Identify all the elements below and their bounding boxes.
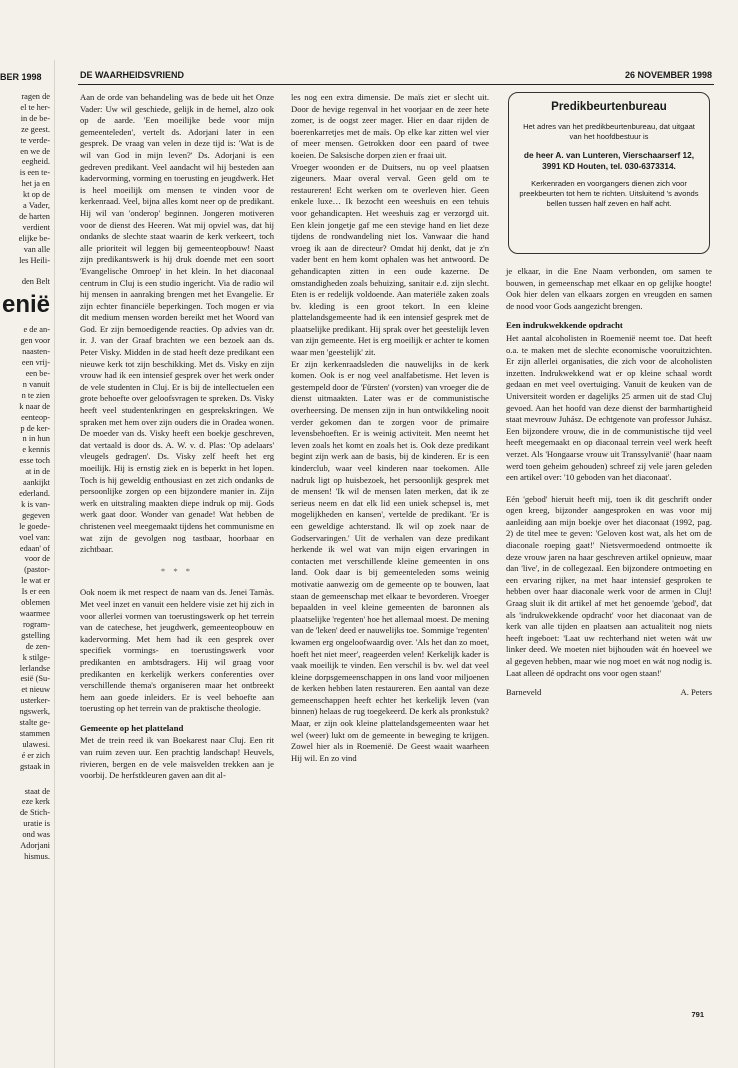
previous-page-line: e de an- — [23, 325, 50, 335]
previous-page-line: is een te- — [19, 168, 50, 178]
section-heading: Gemeente op het platteland — [80, 722, 184, 733]
previous-page-line: a Vader, — [23, 201, 50, 211]
previous-page-line: een vrij- — [21, 358, 50, 368]
previous-page-line: gen voor — [20, 336, 50, 346]
previous-page-line: voel van: — [19, 532, 50, 542]
previous-page-line: stalte ge- — [19, 718, 50, 728]
previous-page-line: aankijkt — [23, 478, 50, 488]
previous-page-line: k stilge- — [22, 652, 50, 662]
previous-page-line: te verde- — [20, 135, 50, 145]
previous-page-line: gstaak in — [19, 761, 50, 771]
previous-page-line: Is er een — [21, 587, 50, 597]
previous-page-line: ragen de — [21, 92, 50, 101]
previous-page-line: et nieuw — [21, 685, 50, 695]
paragraph: Het aantal alcoholisten in Roemenië neemt toe. Dat heeft o.a. te maken met de slechte economische vooruitzichten. Er zijn allerlei organisaties, die zich voor de alcoholisten inzetten. Indrukwekkend wat er op kleine schaal wordt gedaan en met veel overtuiging. Vanuit de keuken van de Universiteit worden er dagelijks 25 armen uit de stad Cluj gevoed. Aan het hoofd van deze dienst der barmhartigheid staat mevrouw Juhász. De echtgenote van professor Juhász. Een bijzondere vrouw, die in de communistische tijd veel heeft meegemaakt en op diaconaal terrein veel werk heeft verzet. Als 'Hongaarse vrouw uit Transsylvanië' (haar naam werd toen geheim gehouden) schreef zij vele jaren geleden een artikel over: '10 geboden van het diaconaat'. — [506, 332, 712, 483]
previous-page-line: oblemen — [21, 598, 50, 608]
section-heading: Een indrukwekkende opdracht — [506, 320, 623, 331]
previous-page-line: el te her- — [20, 102, 50, 112]
previous-page-line: les Heili- — [19, 255, 50, 265]
previous-page-lines-b — [0, 325, 50, 772]
previous-page-line: en we de — [20, 146, 50, 156]
paragraph: Eén 'gebod' hieruit heeft mij, toen ik dit geschrift onder ogen kreeg, bijzonder aangesproken en was voor mij aanleiding aan mijn boekje over het diaconaat (1992, pag. 2) de titel mee te geven: 'Geloven kost wat, als het om de diaconale roeping gaat!' Nietsvermoedend ontmoette ik deze vrouw jaren na haar geschreven artikel opnieuw, maar dan 'live', in de collegezaal. Een bijzondere ontmoeting en een ervaring rijker, na met haar intensief gesproken te hebben over haar diaconale werk voor de armen in Cluj! Graag sluit ik dit artikel af met het genoemde 'gebod', dat als 'indrukwekkende opdracht' voor het diaconaat van de kerk van alle tijden en plaatsen aan actualiteit nog niets heeft ingeboet: 'Laat uw rechterhand niet weten wát uw linker deed. We moeten niet bijhouden wát én hoeveel we al gegeven hebben, maar wie nog moet en wát nog nodig is. Laat alleen dé opdracht ons voor ogen staan!' — [506, 493, 712, 678]
previous-page-line: hismus. — [24, 852, 50, 861]
previous-page-line: ederland. — [19, 489, 50, 498]
previous-page-line: edaan' of — [19, 543, 50, 553]
signature-place: Barneveld — [506, 687, 542, 698]
info-box-intro: Het adres van het predikbeurtenbureau, dat uitgaat van het hoofdbestuur is — [523, 122, 695, 141]
previous-page-signoff: den Belt — [21, 276, 50, 286]
previous-page-line: ulawesi. — [22, 739, 50, 749]
previous-page-line: een be- — [25, 369, 50, 379]
previous-page-line: n vanuit — [22, 379, 50, 389]
previous-page-line: lerlandse — [19, 663, 50, 673]
previous-page-line: rogram- — [23, 619, 50, 629]
previous-page-line: waarmee — [19, 608, 50, 618]
previous-page-line: é er zich — [21, 750, 50, 760]
previous-page-line: k is van- — [21, 499, 50, 509]
previous-page-line: ond was — [22, 830, 50, 840]
paragraph: je elkaar, in die Ene Naam verbonden, om samen te bouwen, in gemeenschap met elkaar en op gelijke hoogte! Ook hier delen van elkaars zorgen en vreugden en samen de nood voor Gods aangezicht brengen. — [506, 266, 712, 311]
previous-page-line: naasten- — [22, 347, 50, 357]
previous-page-line: gegeven — [22, 510, 50, 520]
previous-page-line: de zen- — [25, 641, 50, 651]
previous-page-line: van alle — [23, 244, 50, 254]
previous-page-line: n te zien — [21, 390, 50, 400]
previous-page-line: elijke be- — [18, 233, 50, 243]
signature — [506, 687, 712, 699]
previous-page-line: stammen — [19, 728, 50, 738]
previous-page-line: staat de — [24, 786, 50, 796]
previous-page-line: esië (Su- — [20, 674, 50, 684]
column-1 — [80, 92, 274, 782]
issue-date: 26 NOVEMBER 1998 — [624, 70, 712, 80]
previous-page-line: eenteop- — [21, 412, 50, 422]
previous-page-line: Adorjani — [20, 841, 50, 851]
column-3 — [506, 266, 712, 699]
previous-page-line: voor de — [24, 554, 50, 564]
publication-title: DE WAARHEIDSVRIEND — [80, 70, 185, 80]
previous-page-line: ngswerk, — [19, 707, 50, 717]
previous-page-line: de Stich- — [19, 808, 50, 818]
page-number: 791 — [691, 1010, 704, 1019]
previous-page-line: ze geest. — [21, 124, 50, 134]
previous-page-edge — [0, 60, 55, 1068]
previous-page-header: BER 1998 — [0, 72, 42, 82]
previous-page-line: uratie is — [23, 819, 50, 829]
previous-page-line: eegheid. — [21, 157, 50, 167]
previous-page-line: le goede- — [19, 521, 50, 531]
signature-author: A. Peters — [680, 687, 712, 698]
paragraph: Er zijn kerkenraadsleden die nauwelijks in de kerk komen. Ook is er nog veel analfabetisme. Het leven is gestempeld door de 'Fürsten' (vorsten) van vroeger die de dienst uitmaakten. Later was er de communistische overheersing. De mensen zijn in hun ontwikkeling nooit verder gekomen dan te zorgen voor de primaire levensbehoeften. Er is weinig activiteit. Men neemt het leven zoals het komt en zoals het is. Ook deze predikant begint zijn werk aan de basis, bij de kinderen. Er is een kinderclub, waar veel kinderen naar toekomen. Alle nadruk ligt op huisbezoek, het persoonlijk gesprek met de mensen! 'Ik wil de mensen laten merken, dat ik ze serieus neem en dat elk lid een uniek schepsel is, met mogelijkheden en kansen', vertelde de predikant. 'Er is een geweldige achterstand. Ik wil op zoek naar de Godservaringen.' Uit de verhalen van deze predikant herkende ik wel wat van mijn eigen ervaringen in contacten met verschillende kleine gemeenten in ons land. Ook daar is bij gemeenteleden soms weinig motivatie aanwezig om de gemeente op te bouwen, laat staan de gemeenschap met elkaar te bevorderen. Vroeger bepaalden in veel kleine gemeenten de baronnen als plaatselijke 'regenten' hoe het allemaal moest. De mening van de 'leken' deed er nauwelijks toe. Sommige 'regenten' kwamen erg ongeloofwaardig over. 'Als het dan zo moet, hoeft het niet meer', reageerden velen! Kerkelijk kader is vaak moeilijk te vinden. Een verschil is bv. wel dat veel kleine dorpsgemeenschappen in ons land voor miljoenen de kerken hebben laten restaureren. Een aantal van deze gemeenschappen heeft echter het kerkelijk leven (van binnen) helaas de rug toegekeerd. De kerk als pronkstuk? Maar, er zijn ook kleine plattelandsgemeenten waar het wel (weer) lukt om de gemeente in beweging te krijgen. Zowel hier als in Roemenië. De Geest waait waarheen Hij wil. En zo vind — [291, 358, 489, 763]
previous-page-line: esse toch — [19, 456, 50, 466]
paragraph: Met de trein reed ik van Boekarest naar Cluj. Een rit van ruim zeven uur. Een prachtig landschap! Heuvels, rivieren, bergen en de vele maïsvelden trekken aan je voorbij. De herfstkleuren gaven aan dit al- — [80, 735, 274, 781]
info-box-note: Kerkenraden en voorgangers dienen zich voor preekbeurten tot hem te richten. Uitsluitend 's avonds bellen tussen half zeven en half acht. — [519, 179, 699, 208]
paragraph: Aan de orde van behandeling was de bede uit het Onze Vader: Uw wil geschiede, gelijk in de hemel, alzo ook op de aarde. 'Een moeilijke bede voor mijn gemeenteleden', vertelt ds. Adorjani later in een gesprek. De vraag van velen in deze tijd is: 'Wat is de wil van God in mijn leven?' Ds. Adorjani is een gedreven predikant. Veel aandacht wil hij besteden aan kadervorming, vorming en toerusting en jeugdwerk. Het is heel moeilijk om mensen te vinden voor de kerkenraad. Veel, bijna alles komt neer op de predikant. Hij wil van 'onderop' beginnen. Jongeren motiveren voor de dienst des Heeren. Wat mij opviel was, dat hij ondanks de slechte staat waarin de kerk verkeert, toch alle prioriteit wil leggen bij gemeenteopbouw! Naast zijn predikantswerk is hij druk doende met een soort 'Evangelische Omroep' in het klein. In het diaconaal centrum in Cluj is een studio ingericht. Via de radio wil hij mensen in aanraking brengen met het Evangelie. Er zijn echter financiële beperkingen. Toch mogen er via dit medium mensen worden bereikt met het Woord van God. Er zijn bemoedigende reacties. Op advies van dr. ir. J. van der Graaf brachten we een bezoek aan ds. Peter Visky. Midden in de stad heeft deze predikant een nieuwe kerk tot zijn beschikking. Met ds. Visky en zijn vrouw had ik een intensief gesprek over het werk onder de vele studenten in Cluj. Er is bij de intellectuelen een grote behoefte over geloofsvragen te spreken. Ds. Visky heeft veel studentenkringen en gesprekskringen. We spraken met hem over zijn ouders die in Oradea wonen. De moeder van ds. Visky heeft een boekje geschreven, dat vertaald is door ds. A. W. v. d. Plas: 'Op adelaars' vleugels gedragen'. Ds. Visky zelf heeft het erg moeilijk. Hij is ernstig ziek en is beperkt in het lopen. Toch is hij geweldig enthousiast en zet zich ondanks de persoonlijke zorgen op een bijzondere manier in. Zijn werk en uitstraling maakten diepe indruk op mij. Gods werk gaat door. Wonder van genade! Wat hebben de christenen veel meegemaakt tijdens het communisme en wat zijn de gevolgen nog tastbaar, hoorbaar en zichtbaar. — [80, 92, 274, 555]
paragraph: les nog een extra dimensie. De maïs ziet er slecht uit. Door de hevige regenval in het voorjaar en de zeer hete zomer, is de oogst zeer mager. Hier en daar rijden de boerenkarretjes met de maïs. Op elke kar zitten wel vier of meer mensen. Getrokken door een paard of twee koeien. De Saksische dorpen zien er fraai uit. — [291, 92, 489, 160]
previous-page-line: (pastor- — [24, 565, 50, 575]
info-box-address: de heer A. van Lunteren, Vierschaarserf 12, 3991 KD Houten, tel. 030-6373314. — [523, 150, 695, 171]
previous-page-line: e kennis — [22, 445, 50, 455]
previous-page-line: k naar de — [19, 401, 50, 411]
previous-page-line: eze kerk — [21, 797, 50, 807]
previous-page-line: usterker- — [20, 696, 50, 706]
previous-page-line: at in de — [25, 467, 50, 477]
column-2 — [291, 92, 489, 764]
previous-page-line: gstelling — [21, 630, 50, 640]
previous-page-line: kt op de — [23, 190, 50, 200]
previous-page-line: p de ker- — [20, 423, 50, 433]
paragraph: Vroeger woonden er de Duitsers, nu op veel plaatsen zigeuners. Maar overal verval. Geen geld om te restaureren! Echt werken om te overleven hier. Geen enkele luxe… Ik bezocht een weeshuis en een tehuis voor gehandicapten. Het weeshuis zag er verzorgd uit. Een klein jongetje gaf me een stevige hand en liet deze tijdens de rondwandeling niet los. Vanwaar die hand vroeg ik aan de directeur? Omdat hij denkt, dat je z'n vader bent en hem komt ophalen was het antwoord. De gehandicapten zitten in een oude kazerne. De omstandigheden zoals behuizing, sanitair e.d. zijn slecht. Eten is er redelijk voldoende. Aan materiële zaken zoals bv. kleding is een groot tekort. In een kleine plattelandsgemeente had ik een intensief gesprek met de plaatselijke predikant. Hij sprak over het geestelijk leven van zijn gemeente. Het is erg moeilijk er achter te komen waar men 'geestelijk' zit. — [291, 161, 489, 358]
previous-page-line: verdient — [22, 222, 50, 232]
previous-page-line: de harten — [19, 211, 50, 221]
info-box — [508, 92, 710, 254]
previous-page-lines-a — [0, 92, 50, 267]
previous-page-line: het ja en — [21, 179, 50, 189]
previous-page-line: le wat er — [21, 576, 50, 586]
section-separator: * * * — [160, 565, 194, 576]
previous-page-line: in de be- — [20, 113, 50, 123]
previous-page-lines-c — [0, 787, 50, 863]
previous-page-line: n in hun — [22, 434, 50, 444]
previous-page-text — [0, 92, 50, 863]
paragraph: Ook noem ik met respect de naam van ds. Jenei Tamàs. Met veel inzet en vanuit een heldere visie zet hij zich in voor allerlei vormen van toerustingswerk op het terrein van de catechese, het jeugdwerk, gemeenteopbouw en kadervorming. Met hem had ik een gesprek over specifiek vormings- en toerustingswerk voor predikanten en ambtsdragers. Hij wil graag voor predikanten en kerkelijk werkers conferenties over verschillende thema's organiseren maar het ontbreekt hem aan goede inleiders. Er is veel behoefte aan toerusting op het terrein van de praktische theologie. — [80, 587, 274, 714]
article-page — [78, 60, 714, 1060]
running-head — [78, 70, 714, 85]
previous-page-big-title: enië — [1, 291, 50, 319]
info-box-title: Predikbeurtenbureau — [551, 101, 667, 113]
